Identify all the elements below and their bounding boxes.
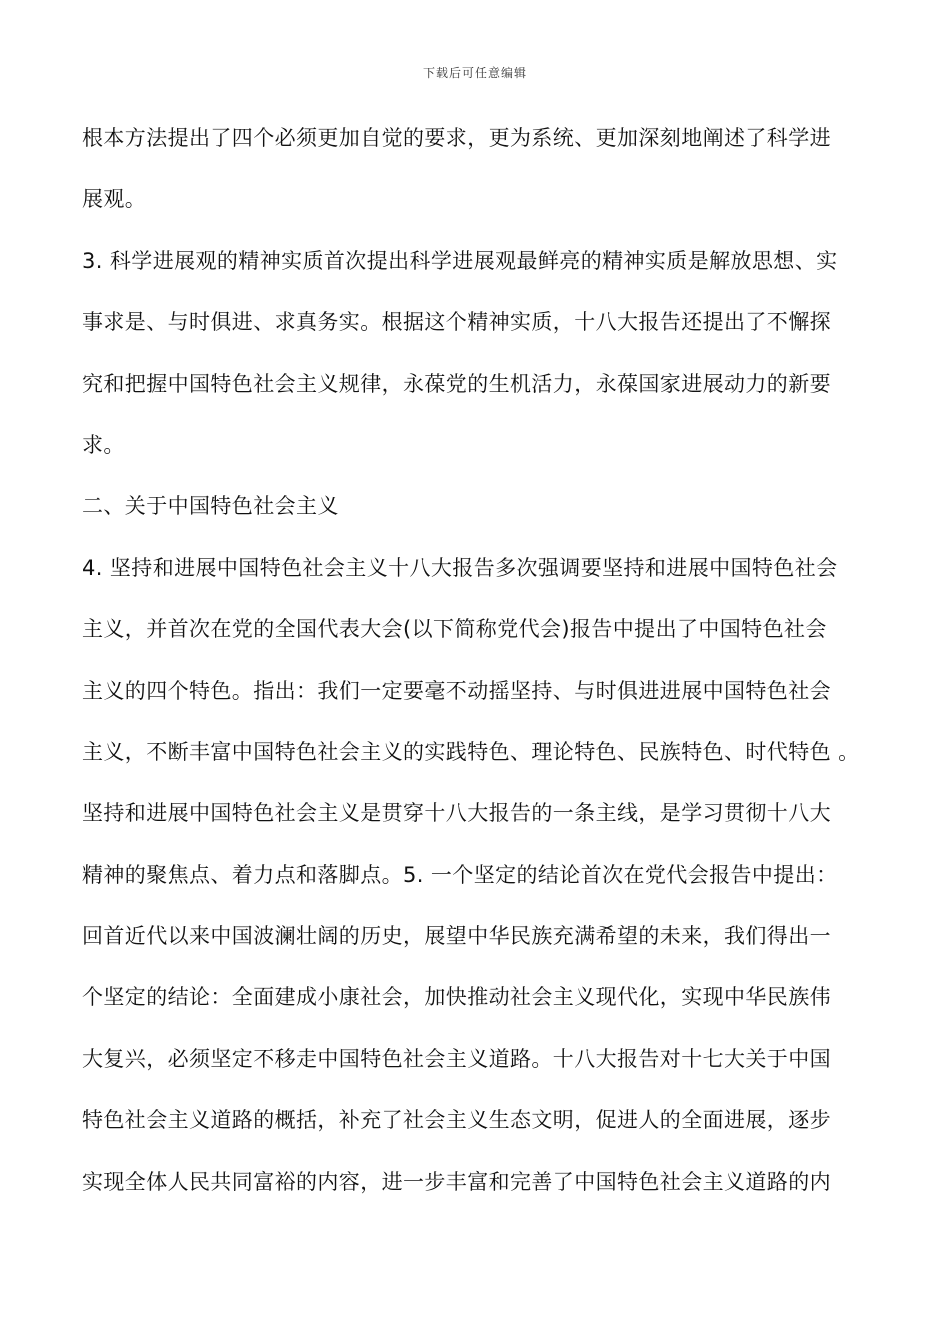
text-line: 大复兴，必须坚定不移走中国特色社会主义道路。十八大报告对十七大关于中国 [82, 1046, 831, 1071]
text-line: 主义，并首次在党的全国代表大会(以下简称党代会)报告中提出了中国特色社会 [82, 617, 827, 642]
text-line: 个坚定的结论：全面建成小康社会，加快推动社会主义现代化，实现中华民族伟 [82, 985, 831, 1010]
text-line: 事求是、与时俱进、求真务实。根据这个精神实质，十八大报告还提出了不懈探 [82, 310, 831, 335]
text-line: 展观。 [82, 187, 147, 212]
text-line: 3. 科学进展观的精神实质首次提出科学进展观最鲜亮的精神实质是解放思想、实 [82, 248, 838, 273]
document-body [82, 108, 882, 1213]
text-line: 主义，不断丰富中国特色社会主义的实践特色、理论特色、民族特色、时代特色 。 [82, 739, 860, 764]
text-line: 究和把握中国特色社会主义规律，永葆党的生机活力，永葆国家进展动力的新要 [82, 371, 831, 396]
section-heading: 二、关于中国特色社会主义 [82, 494, 339, 519]
text-line: 特色社会主义道路的概括，补充了社会主义生态文明，促进人的全面进展，逐步 [82, 1108, 831, 1133]
text-line: 根本方法提出了四个必须更加自觉的要求，更为系统、更加深刻地阐述了科学进 [82, 126, 831, 150]
text-line: 精神的聚焦点、着力点和落脚点。5. 一个坚定的结论首次在党代会报告中提出： [82, 862, 838, 887]
text-line: 主义的四个特色。指出：我们一定要毫不动摇坚持、与时俱进进展中国特色社会 [82, 678, 831, 703]
text-line: 4. 坚持和进展中国特色社会主义十八大报告多次强调要坚持和进展中国特色社会 [82, 555, 838, 580]
text-line: 坚持和进展中国特色社会主义是贯穿十八大报告的一条主线，是学习贯彻十八大 [82, 801, 831, 826]
text-line: 实现全体人民共同富裕的内容，进一步丰富和完善了中国特色社会主义道路的内 [82, 1169, 831, 1194]
text-line: 求。 [82, 432, 125, 457]
text-line: 回首近代以来中国波澜壮阔的历史，展望中华民族充满希望的未来，我们得出一 [82, 924, 831, 949]
page-header: 下载后可任意编辑 [422, 66, 527, 80]
